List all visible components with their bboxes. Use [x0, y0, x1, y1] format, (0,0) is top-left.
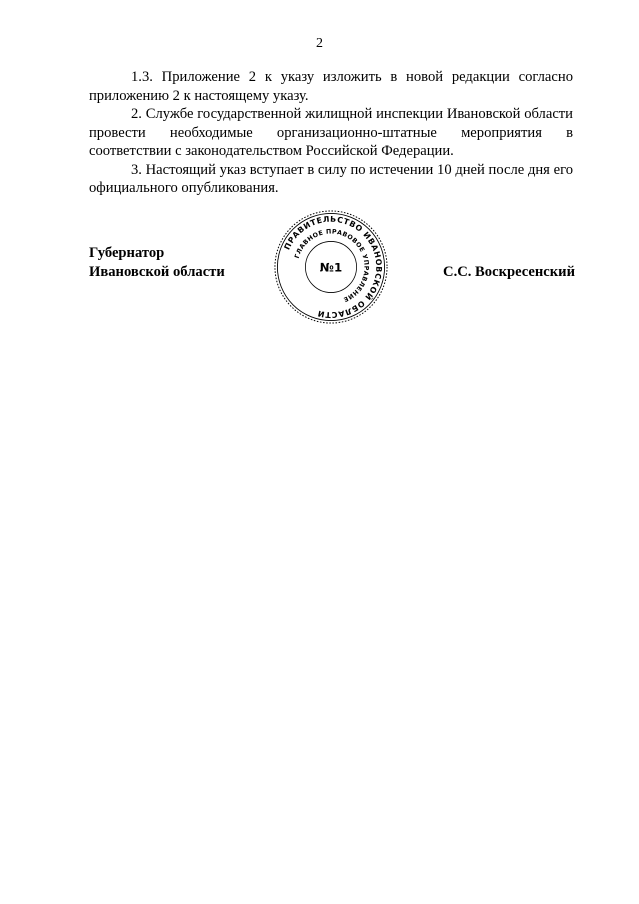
signatory-title: [89, 244, 225, 281]
paragraph-2: 2. Службе государственной жилищной инспекции Ивановской области провести необходимые организационно-штатные мероприятия в соответствии с законодательством Российской Федерации.: [89, 106, 573, 159]
page-number: 2: [316, 36, 323, 51]
signatory-title-line-2: Ивановской области: [89, 263, 225, 280]
stamp-inner-text: ГЛАВНОЕ ПРАВОВОЕ УПРАВЛЕНИЕ: [293, 228, 370, 303]
paragraph-1-3: 1.3. Приложение 2 к указу изложить в новой редакции согласно приложению 2 к настоящему указу.: [89, 69, 573, 104]
signatory-title-line-1: Губернатор: [89, 245, 165, 261]
stamp-outer-text: ПРАВИТЕЛЬСТВО ИВАНОВСКОЙ ОБЛАСТИ: [282, 214, 384, 320]
signatory-name: С.С. Воскресенский: [443, 263, 575, 280]
official-stamp-seal: [272, 208, 390, 326]
document-body: [89, 68, 573, 198]
stamp-number: №1: [319, 260, 343, 275]
paragraph-3: 3. Настоящий указ вступает в силу по истечении 10 дней после дня его официального опубликования.: [89, 161, 573, 196]
